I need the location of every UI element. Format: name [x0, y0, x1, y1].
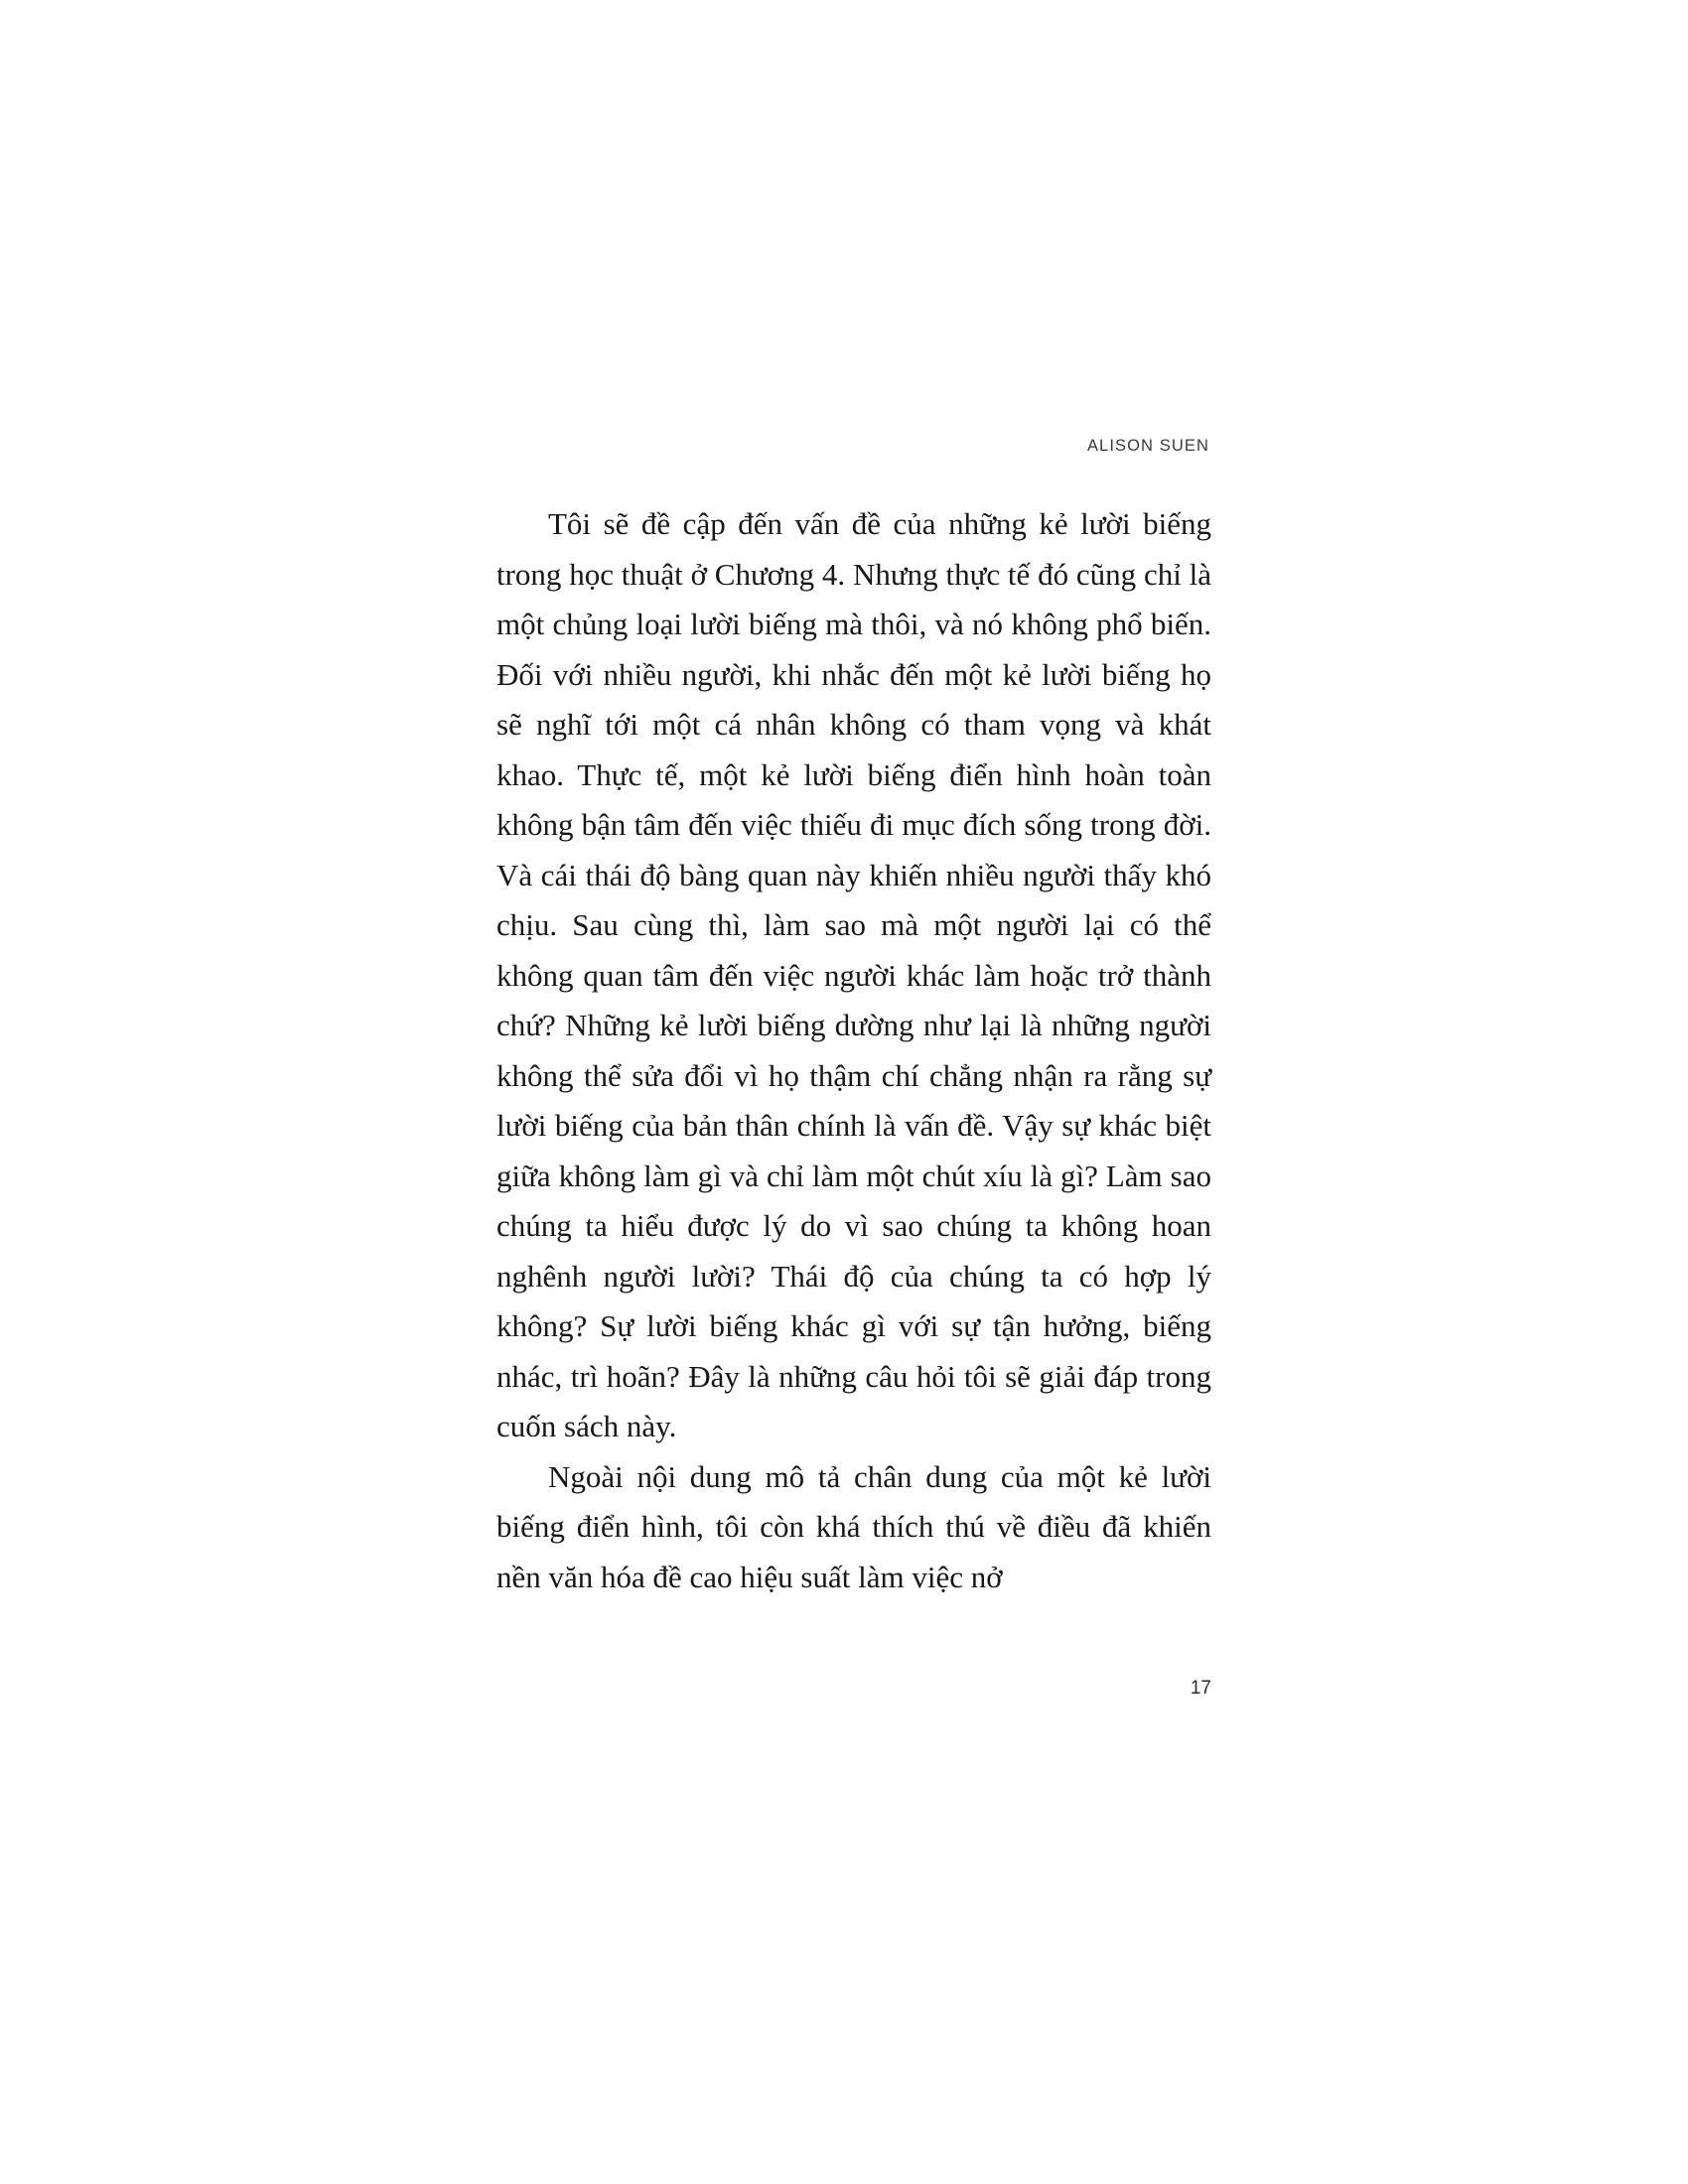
body-paragraph: Tôi sẽ đề cập đến vấn đề của những kẻ lười biếng trong học thuật ở Chương 4. Nhưng thực tế đó cũng chỉ là một chủng loại lười biếng mà thôi, và nó không phổ biến. Đối với nhiều người, khi nhắc đến một kẻ lười biếng họ sẽ nghĩ tới một cá nhân không có tham vọng và khát khao. Thực tế, một kẻ lười biếng điển hình hoàn toàn không bận tâm đến việc thiếu đi mục đích sống trong đời. Và cái thái độ bàng quan này khiến nhiều người thấy khó chịu. Sau cùng thì, làm sao mà một người lại có thể không quan tâm đến việc người khác làm hoặc trở thành chứ? Những kẻ lười biếng dường như lại là những người không thể sửa đổi vì họ thậm chí chẳng nhận ra rằng sự lười biếng của bản thân chính là vấn đề. Vậy sự khác biệt giữa không làm gì và chỉ làm một chút xíu là gì? Làm sao chúng ta hiểu được lý do vì sao chúng ta không hoan nghênh người lười? Thái độ của chúng ta có hợp lý không? Sự lười biếng khác gì với sự tận hưởng, biếng nhác, trì hoãn? Đây là những câu hỏi tôi sẽ giải đáp trong cuốn sách này. [496, 506, 1211, 1443]
page-text-block [496, 437, 1211, 1602]
page-number: 17 [1190, 1678, 1211, 1699]
running-head: ALISON SUEN [1086, 437, 1209, 455]
body-paragraph: Ngoài nội dung mô tả chân dung của một kẻ lười biếng điển hình, tôi còn khá thích thú về điều đã khiến nền văn hóa đề cao hiệu suất làm việc nở [496, 1458, 1211, 1594]
